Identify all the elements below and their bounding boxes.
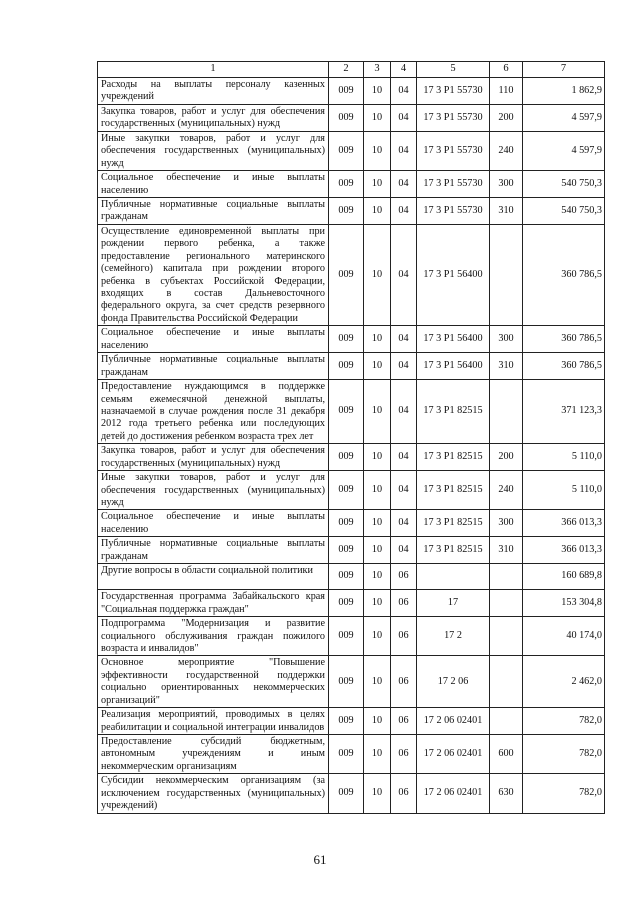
subsection-cell: 06 bbox=[391, 564, 417, 590]
section-cell: 10 bbox=[364, 380, 391, 444]
column-header: 7 bbox=[523, 62, 605, 78]
column-header: 5 bbox=[417, 62, 490, 78]
admin-code-cell: 009 bbox=[329, 197, 364, 224]
expense-type-cell: 300 bbox=[490, 510, 523, 537]
amount-cell: 782,0 bbox=[523, 708, 605, 735]
table-row bbox=[98, 590, 605, 617]
expense-type-cell bbox=[490, 380, 523, 444]
subsection-cell: 04 bbox=[391, 171, 417, 198]
amount-cell: 366 013,3 bbox=[523, 537, 605, 564]
expense-type-cell bbox=[490, 656, 523, 708]
column-header: 4 bbox=[391, 62, 417, 78]
admin-code-cell: 009 bbox=[329, 537, 364, 564]
subsection-cell: 04 bbox=[391, 131, 417, 170]
table-row bbox=[98, 708, 605, 735]
admin-code-cell: 009 bbox=[329, 326, 364, 353]
expense-type-cell bbox=[490, 224, 523, 326]
expense-type-cell: 630 bbox=[490, 774, 523, 813]
expense-type-cell: 200 bbox=[490, 444, 523, 471]
table-row bbox=[98, 564, 605, 590]
section-cell: 10 bbox=[364, 656, 391, 708]
table-row bbox=[98, 774, 605, 813]
expense-type-cell: 310 bbox=[490, 353, 523, 380]
admin-code-cell: 009 bbox=[329, 656, 364, 708]
column-header: 6 bbox=[490, 62, 523, 78]
table-row bbox=[98, 380, 605, 444]
expense-type-cell: 200 bbox=[490, 104, 523, 131]
expense-type-cell: 300 bbox=[490, 326, 523, 353]
amount-cell: 5 110,0 bbox=[523, 444, 605, 471]
table-row bbox=[98, 224, 605, 326]
amount-cell: 360 786,5 bbox=[523, 224, 605, 326]
expense-type-cell: 310 bbox=[490, 197, 523, 224]
target-article-cell: 17 3 P1 82515 bbox=[417, 380, 490, 444]
admin-code-cell: 009 bbox=[329, 104, 364, 131]
table-row bbox=[98, 326, 605, 353]
table-row bbox=[98, 444, 605, 471]
row-name-cell: Иные закупки товаров, работ и услуг для обеспечения государственных (муниципальных) нужд bbox=[98, 131, 329, 170]
row-name-cell: Закупка товаров, работ и услуг для обеспечения государственных (муниципальных) нужд bbox=[98, 104, 329, 131]
row-name-cell: Публичные нормативные социальные выплаты гражданам bbox=[98, 353, 329, 380]
row-name-cell: Публичные нормативные социальные выплаты гражданам bbox=[98, 197, 329, 224]
subsection-cell: 04 bbox=[391, 104, 417, 131]
subsection-cell: 04 bbox=[391, 326, 417, 353]
header-row bbox=[98, 62, 605, 78]
section-cell: 10 bbox=[364, 197, 391, 224]
row-name-cell: Подпрограмма "Модернизация и развитие социального обслуживания граждан пожилого возраста и инвалидов" bbox=[98, 617, 329, 656]
row-name-cell: Закупка товаров, работ и услуг для обеспечения государственных (муниципальных) нужд bbox=[98, 444, 329, 471]
subsection-cell: 06 bbox=[391, 708, 417, 735]
row-name-cell: Предоставление нуждающимся в поддержке семьям ежемесячной денежной выплаты, назначаемой в случае рождения после 31 декабря 2012 года третьего ребенка или последующих детей до достижения ребенком возраста трех лет bbox=[98, 380, 329, 444]
section-cell: 10 bbox=[364, 735, 391, 774]
amount-cell: 360 786,5 bbox=[523, 353, 605, 380]
amount-cell: 40 174,0 bbox=[523, 617, 605, 656]
amount-cell: 4 597,9 bbox=[523, 104, 605, 131]
subsection-cell: 04 bbox=[391, 224, 417, 326]
row-name-cell: Государственная программа Забайкальского края "Социальная поддержка граждан" bbox=[98, 590, 329, 617]
amount-cell: 540 750,3 bbox=[523, 171, 605, 198]
row-name-cell: Публичные нормативные социальные выплаты гражданам bbox=[98, 537, 329, 564]
section-cell: 10 bbox=[364, 590, 391, 617]
table-body bbox=[98, 78, 605, 814]
target-article-cell: 17 bbox=[417, 590, 490, 617]
section-cell: 10 bbox=[364, 131, 391, 170]
target-article-cell: 17 3 P1 55730 bbox=[417, 171, 490, 198]
expense-type-cell: 240 bbox=[490, 131, 523, 170]
admin-code-cell: 009 bbox=[329, 708, 364, 735]
amount-cell: 153 304,8 bbox=[523, 590, 605, 617]
section-cell: 10 bbox=[364, 353, 391, 380]
admin-code-cell: 009 bbox=[329, 171, 364, 198]
subsection-cell: 04 bbox=[391, 353, 417, 380]
section-cell: 10 bbox=[364, 708, 391, 735]
admin-code-cell: 009 bbox=[329, 735, 364, 774]
table-row bbox=[98, 131, 605, 170]
admin-code-cell: 009 bbox=[329, 564, 364, 590]
expense-type-cell: 310 bbox=[490, 537, 523, 564]
admin-code-cell: 009 bbox=[329, 78, 364, 105]
table-row bbox=[98, 78, 605, 105]
subsection-cell: 04 bbox=[391, 78, 417, 105]
target-article-cell: 17 3 P1 56400 bbox=[417, 353, 490, 380]
amount-cell: 5 110,0 bbox=[523, 471, 605, 510]
target-article-cell: 17 3 P1 82515 bbox=[417, 510, 490, 537]
target-article-cell: 17 3 P1 56400 bbox=[417, 224, 490, 326]
page-number: 61 bbox=[313, 852, 327, 867]
subsection-cell: 06 bbox=[391, 590, 417, 617]
column-header: 1 bbox=[98, 62, 329, 78]
table-row bbox=[98, 656, 605, 708]
row-name-cell: Иные закупки товаров, работ и услуг для обеспечения государственных (муниципальных) нужд bbox=[98, 471, 329, 510]
amount-cell: 4 597,9 bbox=[523, 131, 605, 170]
admin-code-cell: 009 bbox=[329, 774, 364, 813]
admin-code-cell: 009 bbox=[329, 131, 364, 170]
row-name-cell: Субсидии некоммерческим организациям (за исключением государственных (муниципальных) учреждений) bbox=[98, 774, 329, 813]
expense-type-cell: 600 bbox=[490, 735, 523, 774]
subsection-cell: 06 bbox=[391, 656, 417, 708]
expense-type-cell bbox=[490, 708, 523, 735]
row-name-cell: Основное мероприятие "Повышение эффективности государственной поддержки социально ориентированных некоммерческих организаций" bbox=[98, 656, 329, 708]
table-row bbox=[98, 537, 605, 564]
section-cell: 10 bbox=[364, 326, 391, 353]
section-cell: 10 bbox=[364, 564, 391, 590]
admin-code-cell: 009 bbox=[329, 224, 364, 326]
row-name-cell: Социальное обеспечение и иные выплаты населению bbox=[98, 510, 329, 537]
expense-type-cell: 110 bbox=[490, 78, 523, 105]
table-row bbox=[98, 735, 605, 774]
amount-cell: 160 689,8 bbox=[523, 564, 605, 590]
expense-type-cell bbox=[490, 590, 523, 617]
admin-code-cell: 009 bbox=[329, 353, 364, 380]
amount-cell: 371 123,3 bbox=[523, 380, 605, 444]
column-header: 3 bbox=[364, 62, 391, 78]
section-cell: 10 bbox=[364, 774, 391, 813]
subsection-cell: 06 bbox=[391, 735, 417, 774]
target-article-cell: 17 2 bbox=[417, 617, 490, 656]
admin-code-cell: 009 bbox=[329, 380, 364, 444]
table-row bbox=[98, 353, 605, 380]
section-cell: 10 bbox=[364, 617, 391, 656]
table-row bbox=[98, 617, 605, 656]
amount-cell: 540 750,3 bbox=[523, 197, 605, 224]
target-article-cell: 17 2 06 bbox=[417, 656, 490, 708]
expense-type-cell bbox=[490, 617, 523, 656]
target-article-cell: 17 3 P1 82515 bbox=[417, 471, 490, 510]
target-article-cell: 17 3 P1 82515 bbox=[417, 537, 490, 564]
target-article-cell: 17 3 P1 55730 bbox=[417, 104, 490, 131]
section-cell: 10 bbox=[364, 104, 391, 131]
expense-type-cell bbox=[490, 564, 523, 590]
row-name-cell: Социальное обеспечение и иные выплаты населению bbox=[98, 171, 329, 198]
subsection-cell: 06 bbox=[391, 774, 417, 813]
subsection-cell: 04 bbox=[391, 471, 417, 510]
expense-type-cell: 240 bbox=[490, 471, 523, 510]
amount-cell: 782,0 bbox=[523, 774, 605, 813]
section-cell: 10 bbox=[364, 510, 391, 537]
table-row bbox=[98, 104, 605, 131]
admin-code-cell: 009 bbox=[329, 590, 364, 617]
section-cell: 10 bbox=[364, 171, 391, 198]
target-article-cell: 17 3 P1 55730 bbox=[417, 197, 490, 224]
admin-code-cell: 009 bbox=[329, 471, 364, 510]
row-name-cell: Осуществление единовременной выплаты при рождении первого ребенка, а также предоставление регионального материнского (семейного) капитала при рождении второго ребенка в субъектах Российской Федерации, входящих в состав Дальневосточного федерального округа, за счет средств резервного фонда Правительства Российской Федерации bbox=[98, 224, 329, 326]
table-row bbox=[98, 471, 605, 510]
column-header: 2 bbox=[329, 62, 364, 78]
subsection-cell: 06 bbox=[391, 617, 417, 656]
admin-code-cell: 009 bbox=[329, 510, 364, 537]
row-name-cell: Реализация мероприятий, проводимых в целях реабилитации и социальной интеграции инвалидов bbox=[98, 708, 329, 735]
table-row bbox=[98, 510, 605, 537]
target-article-cell: 17 3 P1 55730 bbox=[417, 131, 490, 170]
section-cell: 10 bbox=[364, 224, 391, 326]
subsection-cell: 04 bbox=[391, 197, 417, 224]
row-name-cell: Другие вопросы в области социальной политики bbox=[98, 564, 329, 590]
target-article-cell bbox=[417, 564, 490, 590]
target-article-cell: 17 3 P1 56400 bbox=[417, 326, 490, 353]
target-article-cell: 17 2 06 02401 bbox=[417, 708, 490, 735]
amount-cell: 1 862,9 bbox=[523, 78, 605, 105]
target-article-cell: 17 3 P1 82515 bbox=[417, 444, 490, 471]
section-cell: 10 bbox=[364, 537, 391, 564]
amount-cell: 2 462,0 bbox=[523, 656, 605, 708]
row-name-cell: Предоставление субсидий бюджетным, автономным учреждениям и иным некоммерческим организациям bbox=[98, 735, 329, 774]
target-article-cell: 17 2 06 02401 bbox=[417, 774, 490, 813]
section-cell: 10 bbox=[364, 444, 391, 471]
table-row bbox=[98, 197, 605, 224]
subsection-cell: 04 bbox=[391, 444, 417, 471]
subsection-cell: 04 bbox=[391, 380, 417, 444]
amount-cell: 782,0 bbox=[523, 735, 605, 774]
amount-cell: 360 786,5 bbox=[523, 326, 605, 353]
target-article-cell: 17 2 06 02401 bbox=[417, 735, 490, 774]
amount-cell: 366 013,3 bbox=[523, 510, 605, 537]
row-name-cell: Социальное обеспечение и иные выплаты населению bbox=[98, 326, 329, 353]
row-name-cell: Расходы на выплаты персоналу казенных учреждений bbox=[98, 78, 329, 105]
subsection-cell: 04 bbox=[391, 510, 417, 537]
table-row bbox=[98, 171, 605, 198]
section-cell: 10 bbox=[364, 78, 391, 105]
subsection-cell: 04 bbox=[391, 537, 417, 564]
budget-table bbox=[97, 61, 605, 814]
admin-code-cell: 009 bbox=[329, 617, 364, 656]
target-article-cell: 17 3 P1 55730 bbox=[417, 78, 490, 105]
section-cell: 10 bbox=[364, 471, 391, 510]
admin-code-cell: 009 bbox=[329, 444, 364, 471]
expense-type-cell: 300 bbox=[490, 171, 523, 198]
